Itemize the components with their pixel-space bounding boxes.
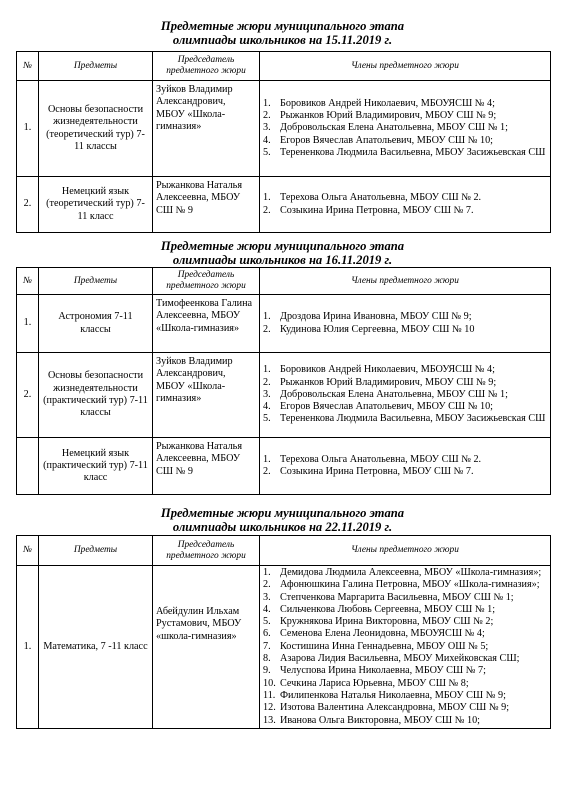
header-members: Члены предметного жюри [260,52,551,81]
header-num: № [17,268,39,295]
row-members [260,81,551,177]
row-chair: Тимофеенкова Галина Алексеевна, МБОУ «Школа-гимназия» [153,295,260,353]
section-title: Предметные жюри муниципального этапа олимпиады школьников на 22.11.2019 г. [160,506,405,534]
row-subject: Математика, 7 -11 класс [39,566,153,729]
list-item: 1. Дроздова Ирина Ивановна, МБОУ СШ № 9; [263,311,472,323]
row-num: 1. [17,295,39,353]
list-item: 3. Добровольская Елена Анатольевна, МБОУ СШ № 1; [263,122,508,134]
table-header-row [17,268,551,295]
row-num: 1. [17,81,39,177]
row-subject: Немецкий язык (практический тур) 7-11 класс [39,438,153,495]
header-chair: Председатель предметного жюри [153,268,260,295]
table-row [17,353,551,438]
row-chair: Рыжанкова Наталья Алексеевна, МБОУ СШ № 9 [153,177,260,233]
list-item: 3. Степченкова Маргарита Васильевна, МБОУ СШ № 1; [263,591,514,603]
list-item: 9. Челуспова Ирина Николаевна, МБОУ СШ № 7; [263,665,486,677]
header-members: Члены предметного жюри [260,536,551,566]
row-subject: Основы безопасности жизнедеятельности (практический тур) 7-11 классы [39,353,153,438]
table-header-row [17,536,551,566]
row-members [260,295,551,353]
members-list [263,98,547,159]
list-item: 5. Терененкова Людмила Васильевна, МБОУ Засижьевская СШ [263,146,546,158]
table-row [17,438,551,495]
jury-table [16,267,551,495]
row-members [260,353,551,438]
jury-table [16,535,551,729]
header-chair: Председатель предметного жюри [153,52,260,81]
list-item: 4. Сильченкова Любовь Сергеевна, МБОУ СШ № 1; [263,603,496,615]
list-item: 4. Егоров Вячеслав Апатольевич, МБОУ СШ № 10; [263,134,494,146]
list-item: 10. Сечкина Лариса Юрьевна, МБОУ СШ № 8; [263,677,469,689]
row-chair: Зуйков Владимир Александрович, МБОУ «Школа-гимназия» [153,353,260,438]
list-item: 1. Боровиков Андрей Николаевич, МБОУЯСШ № 4; [263,364,495,376]
list-item: 2. Кудинова Юлия Сергеевна, МБОУ СШ № 10 [263,323,475,335]
section-title: Предметные жюри муниципального этапа олимпиады школьников на 16.11.2019 г. [160,239,405,267]
list-item: 2. Созыкина Ирина Петровна, МБОУ СШ № 7. [263,466,474,477]
list-item: 4. Егоров Вячеслав Апатольевич, МБОУ СШ № 10; [263,401,494,413]
row-num: 1. [17,566,39,729]
list-item: 11. Филипенкова Наталья Николаевна, МБОУ СШ № 9; [263,689,506,701]
list-item: 5. Терененкова Людмила Васильевна, МБОУ Засижьевская СШ [263,413,546,425]
list-item: 2. Созыкина Ирина Петровна, МБОУ СШ № 7. [263,204,474,216]
row-members [260,566,551,729]
list-item: 6. Семенова Елена Леонидовна, МБОУЯСШ № 4; [263,628,485,640]
table-header-row [17,52,551,81]
members-list [263,454,547,479]
list-item: 1. Терехова Ольга Анатольевна, МБОУ СШ № 2. [263,453,482,465]
header-chair: Председатель предметного жюри [153,536,260,566]
row-subject: Астрономия 7-11 классы [39,295,153,353]
section-title: Предметные жюри муниципального этапа олимпиады школьников на 15.11.2019 г. [160,19,405,47]
row-chair: Рыжанкова Наталья Алексеевна, МБОУ СШ № 9 [153,438,260,495]
table-row [17,295,551,353]
row-members [260,177,551,233]
list-item: 13. Иванова Ольга Викторовна, МБОУ СШ № 10; [263,714,481,726]
row-chair: Абейдулин Ильхам Рустамович, МБОУ «школа-гимназия» [153,566,260,729]
jury-table [16,51,551,233]
list-item: 2. Рыжанков Юрий Владимирович, МБОУ СШ № 9; [263,376,497,388]
list-item: 1. Терехова Ольга Анатольевна, МБОУ СШ № 2. [263,192,482,204]
header-subject: Предметы [39,52,153,81]
members-list [263,192,547,217]
list-item: 5. Кружнякова Ирина Викторовна, МБОУ СШ № 2; [263,616,494,628]
header-num: № [17,536,39,566]
list-item: 2. Рыжанков Юрий Владимирович, МБОУ СШ № 9; [263,110,497,122]
header-subject: Предметы [39,536,153,566]
header-members: Члены предметного жюри [260,268,551,295]
list-item: 3. Добровольская Елена Анатольевна, МБОУ СШ № 1; [263,388,508,400]
row-num: 2. [17,177,39,233]
list-item: 2. Афонюшкина Галина Петровна, МБОУ «Школа-гимназия»; [263,579,540,591]
row-subject: Немецкий язык (теоретический тур) 7-11 класс [39,177,153,233]
row-chair: Зуйков Владимир Александрович, МБОУ «Школа-гимназия» [153,81,260,177]
header-subject: Предметы [39,268,153,295]
list-item: 12. Изотова Валентина Александровна, МБОУ СШ № 9; [263,702,510,714]
list-item: 1. Боровиков Андрей Николаевич, МБОУЯСШ № 4; [263,97,495,109]
members-list [263,364,547,425]
row-members [260,438,551,495]
list-item: 7. Костишина Инна Геннадьевна, МБОУ ОШ № 5; [263,640,489,652]
header-num: № [17,52,39,81]
list-item: 8. Азарова Лидия Васильевна, МБОУ Михейковская СШ; [263,653,520,665]
row-subject: Основы безопасности жизнедеятельности (теоретический тур) 7-11 классы [39,81,153,177]
members-list [263,311,547,336]
row-num: 2. [17,353,39,438]
list-item: 1. Демидова Людмила Алексеевна, МБОУ «Школа-гимназия»; [263,567,542,578]
row-num [17,438,39,495]
table-row [17,177,551,233]
table-row [17,566,551,729]
members-list [263,567,547,727]
table-row [17,81,551,177]
